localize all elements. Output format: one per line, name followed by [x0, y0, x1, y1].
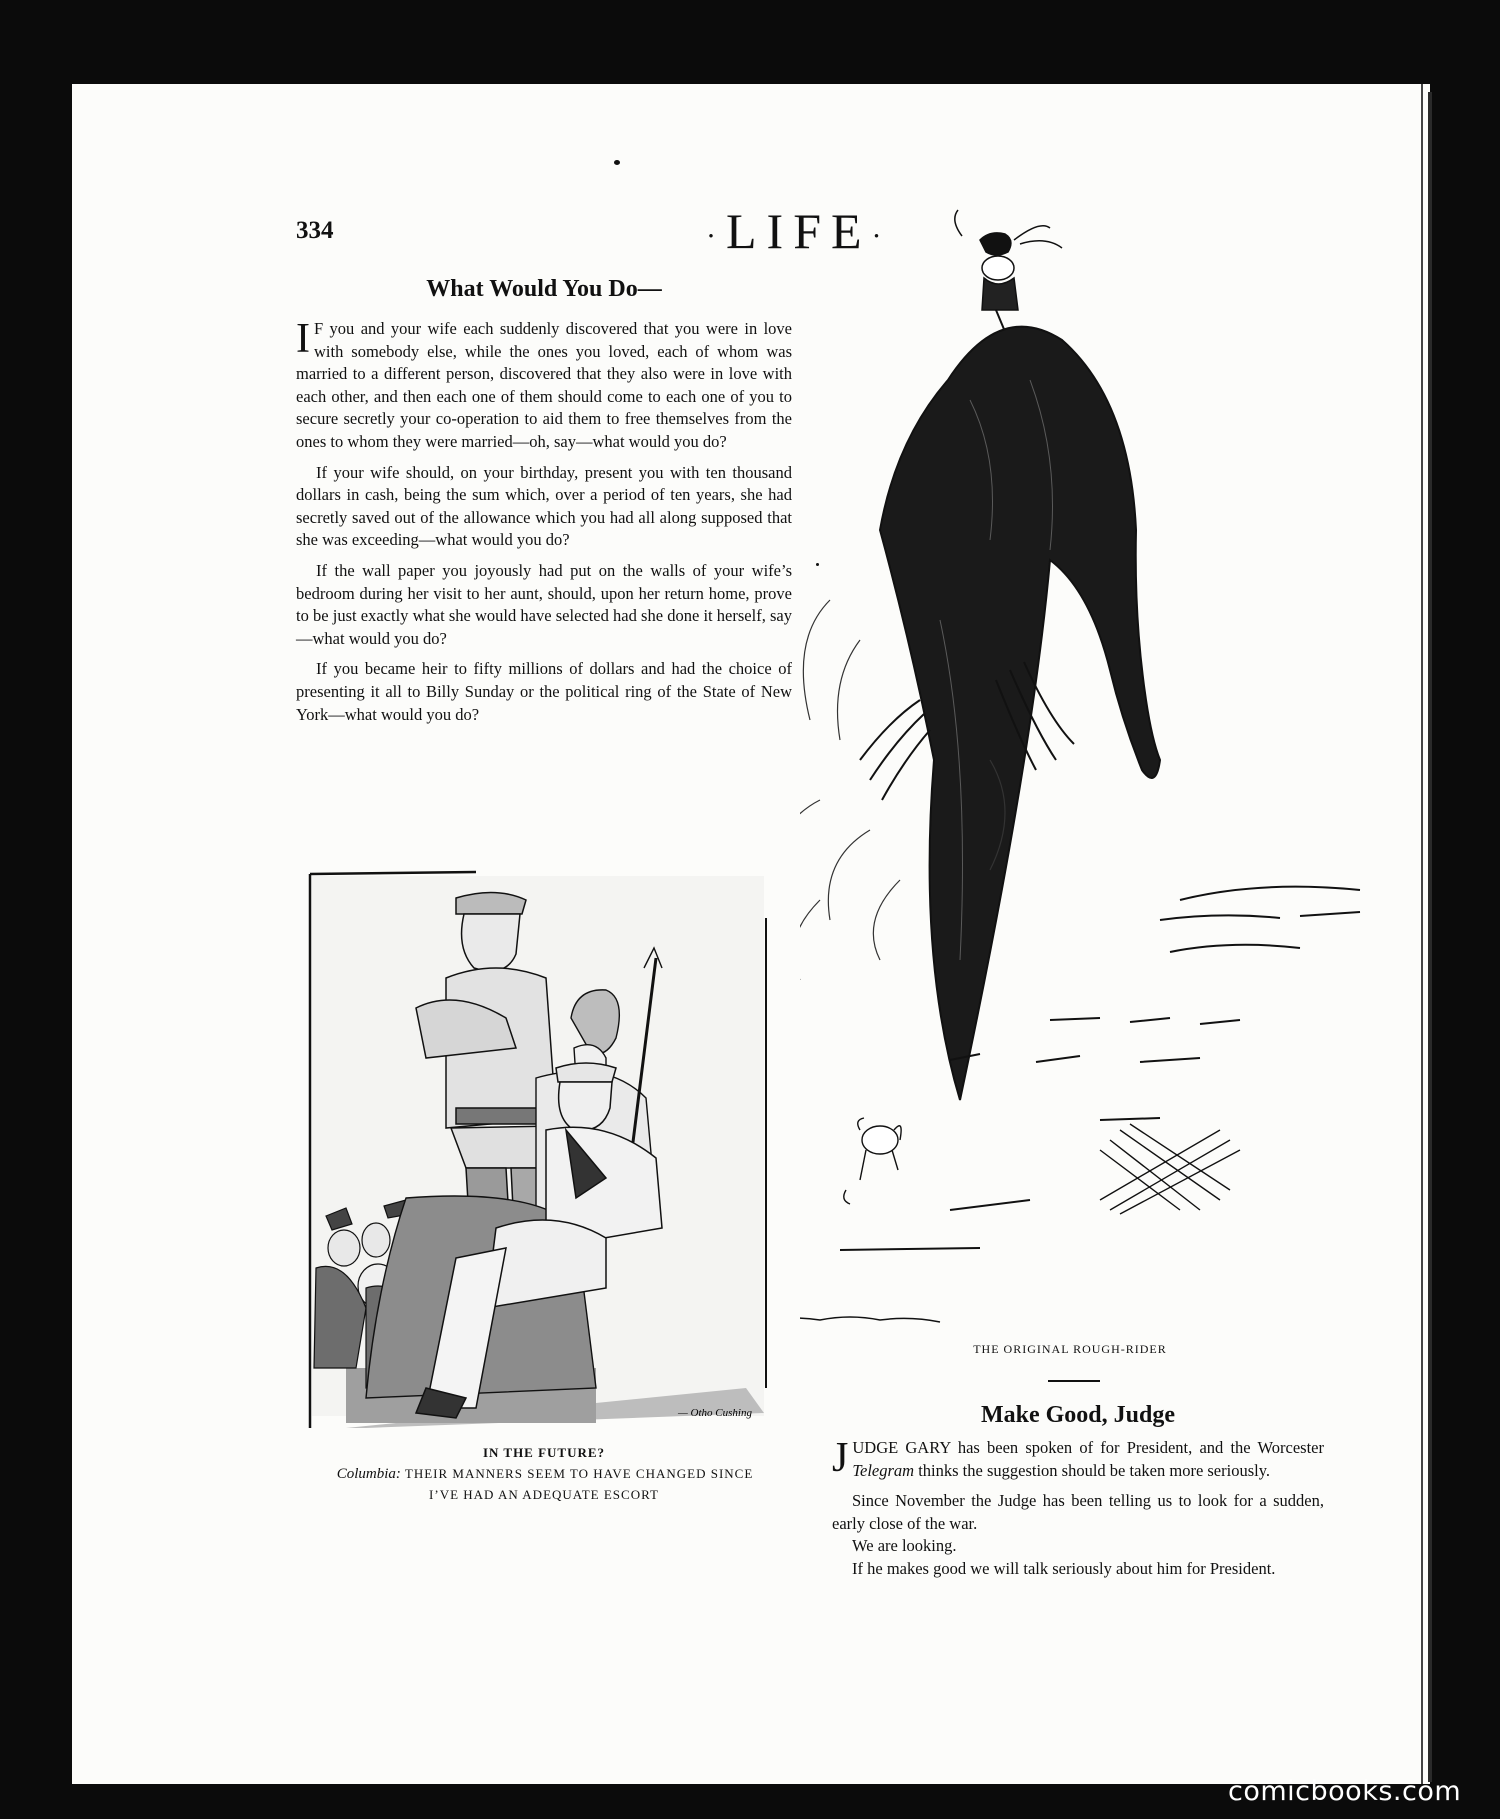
cartoon-illustration [306, 868, 776, 1428]
article-title-make-good-judge: Make Good, Judge [980, 1402, 1175, 1428]
drop-cap: J [832, 1435, 849, 1481]
caption-line1-text: THEIR MANNERS SEEM TO HAVE CHANGED SINCE [404, 1466, 754, 1481]
article-paragraph: If he makes good we will talk seriously about him for President. [852, 1558, 1276, 1578]
caption-speaker: Columbia: [336, 1466, 401, 1482]
article-what-would-you-do-body [296, 318, 792, 734]
rough-rider-caption: THE ORIGINAL ROUGH-RIDER [973, 1342, 1167, 1356]
cartoon-caption-line1 [290, 1466, 800, 1483]
page-edge-line [1421, 84, 1423, 1784]
article-make-good-judge-body [832, 1437, 1324, 1581]
masthead-title: LIFE [726, 203, 872, 259]
cartoon-caption-title [296, 1445, 792, 1461]
cartoon-caption-line2: I’VE HAD AN ADEQUATE ESCORT [429, 1487, 659, 1502]
article-paragraph [832, 1437, 1324, 1482]
page-number: 334 [296, 217, 334, 244]
paragraph-text: F you and your wife each suddenly discovered that you were in love with somebody else, while the ones you loved, each of whom was married to a different person, discovered that they also were in love with each other, and then each one of them should come to each one of you to secure secretly your co-operation to aid them to free themselves from the ones to whom they were married—oh, say—what would you do? [296, 319, 792, 451]
binding-gutter [1428, 92, 1432, 1782]
article-paragraph: If you became heir to fifty millions of dollars and had the choice of presenting it all to Billy Sunday or the political ring of the State of New York—what would you do? [296, 659, 792, 724]
cartoon-original-rough-rider [800, 200, 1370, 1340]
paragraph-text: UDGE GARY has been spoken of for President, and the Worcester [852, 1438, 1324, 1457]
article-title-what-would-you-do: What Would You Do— [426, 276, 662, 302]
caption-title-text: IN THE FUTURE? [482, 1445, 606, 1460]
cartoon-in-the-future [306, 868, 776, 1428]
article-paragraph: If your wife should, on your birthday, present you with ten thousand dollars in cash, being the sum which, over a period of ten years, she had secretly saved out of the allowance which you had all along supposed that she was exceeding—what would you do? [296, 462, 792, 550]
publication-name: Telegram [852, 1460, 915, 1480]
article-paragraph [296, 318, 792, 454]
drop-cap: I [296, 316, 310, 362]
site-watermark: comicbooks.com [1228, 1776, 1462, 1807]
cartoon-illustration [800, 200, 1370, 1340]
cartoon-signature: — Otho Cushing [678, 1407, 752, 1419]
article-paragraph: If the wall paper you joyously had put on the walls of your wife’s bedroom during her visit to her aunt, should, upon her return home, prove to be just exactly what she would have selected had she done it herself, say—what would you do? [296, 560, 792, 648]
paragraph-text: thinks the suggestion should be taken more seriously. [914, 1460, 1271, 1480]
masthead-dot-left: · [706, 219, 726, 253]
article-paragraph: We are looking. [852, 1536, 957, 1556]
section-divider [1048, 1380, 1100, 1382]
ink-speck [614, 160, 620, 165]
article-paragraph: Since November the Judge has been telling us to look for a sudden, early close of the war. [832, 1491, 1324, 1533]
masthead-dot-right: · [871, 219, 892, 253]
